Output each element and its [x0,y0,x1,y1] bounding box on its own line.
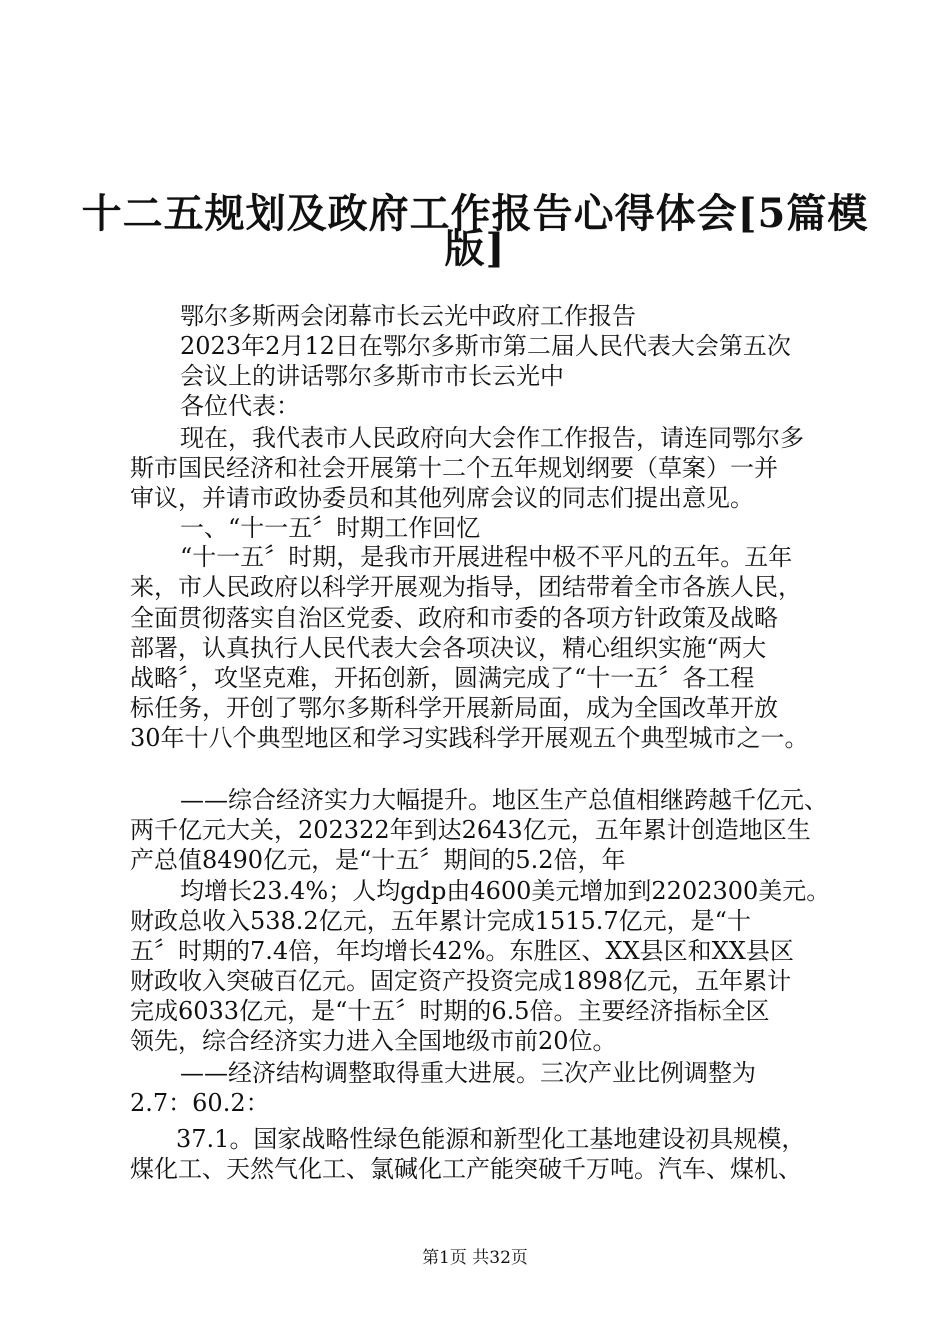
body-line: 均增长23.4%；人均gdp由4600美元增加到2202300美元。 [180,877,831,905]
body-line: 现在，我代表市人民政府向大会作工作报告，请连同鄂尔多 [180,424,804,452]
body-line: 标任务，开创了鄂尔多斯科学开展新局面，成为全国改革开放 [130,694,778,722]
body-line: 产总值8490亿元，是“十五〞期间的5.2倍，年 [130,846,626,874]
body-line: ——经济结构调整取得重大进展。三次产业比例调整为 [180,1059,756,1087]
body-line: 财政总收入538.2亿元，五年累计完成1515.7亿元，是“十 [130,907,751,935]
body-line: 鄂尔多斯两会闭幕市长云光中政府工作报告 [180,302,636,330]
body-line: 全面贯彻落实自治区党委、政府和市委的各项方针政策及战略 [130,604,778,632]
body-line: 完成6033亿元，是“十五〞时期的6.5倍。主要经济指标全区 [130,997,770,1025]
body-line: 2.7：60.2： [130,1089,270,1117]
body-line: 两千亿元大关，202322年到达2643亿元，五年累计创造地区生 [130,816,811,844]
body-line: 各位代表： [180,392,300,420]
body-line: 来，市人民政府以科学开展观为指导，团结带着全市各族人民， [130,573,802,601]
body-line: 斯市国民经济和社会开展第十二个五年规划纲要（草案）一并 [130,454,778,482]
body-line: 财政收入突破百亿元。固定资产投资完成1898亿元，五年累计 [130,967,792,995]
body-line: 五〞时期的7.4倍，年均增长42%。东胜区、XX县区和XX县区 [130,937,794,965]
body-line: 部署，认真执行人民代表大会各项决议，精心组织实施“两大 [130,634,767,662]
section-heading: 一、“十一五〞时期工作回忆 [180,514,481,542]
body-line: 37.1。国家战略性绿色能源和新型化工基地建设初具规模， [176,1125,806,1153]
body-line: ——综合经济实力大幅提升。地区生产总值相继跨越千亿元、 [180,786,828,814]
body-line: “十一五〞时期，是我市开展进程中极不平凡的五年。五年 [180,543,793,571]
page-number-footer: 第1页 共32页 [422,1248,528,1268]
body-line: 煤化工、天然气化工、氯碱化工产能突破千万吨。汽车、煤机、 [130,1155,802,1183]
body-line: 审议，并请市政协委员和其他列席会议的同志们提出意见。 [130,484,754,512]
body-line: 领先，综合经济实力进入全国地级市前20位。 [130,1027,617,1055]
body-line: 30年十八个典型地区和学习实践科学开展观五个典型城市之一。 [130,724,809,752]
document-title-line-2: 版] [444,225,506,272]
document-title-line-1: 十二五规划及政府工作报告心得体会[5篇模 [81,190,869,237]
body-line: 2023年2月12日在鄂尔多斯市第二届人民代表大会第五次 [180,332,791,360]
body-line: 战略〞，攻坚克难，开拓创新，圆满完成了“十一五〞各工程 [130,664,755,692]
body-line: 会议上的讲话鄂尔多斯市市长云光中 [180,362,564,390]
